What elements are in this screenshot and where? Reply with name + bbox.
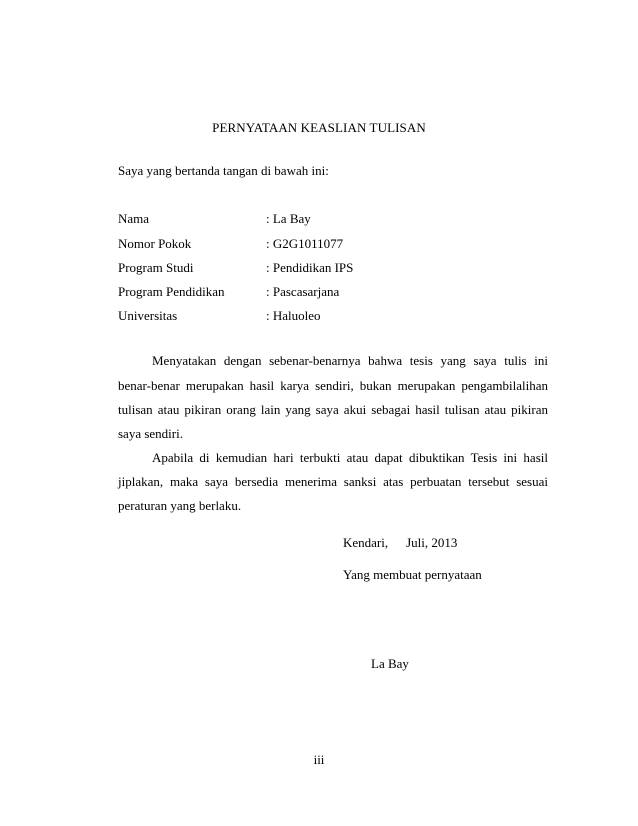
identity-row-study-program	[118, 260, 518, 278]
document-title: PERNYATAAN KEASLIAN TULISAN	[212, 120, 426, 135]
signature-maker: Yang membuat pernyataan	[343, 567, 482, 582]
page-number: iii	[313, 752, 325, 767]
signature-place-date	[343, 535, 457, 551]
identity-row-student-number	[118, 236, 518, 254]
identity-row-university	[118, 308, 518, 326]
identity-row-education-program	[118, 284, 518, 302]
identity-label: Nama	[118, 211, 150, 226]
identity-row-name	[118, 211, 518, 229]
paragraph-line: tulisan atau pikiran orang lain yang saya akui sebagai hasil tulisan atau pikiran	[118, 402, 548, 417]
signature-place: Kendari,	[343, 535, 389, 550]
paragraph-line: Menyatakan dengan sebenar-benarnya bahwa tesis yang saya tulis ini	[152, 353, 548, 368]
identity-label: Nomor Pokok	[118, 236, 192, 251]
signature-name: La Bay	[371, 656, 409, 671]
identity-value: : La Bay	[266, 211, 311, 226]
identity-value: : Pendidikan IPS	[266, 260, 354, 275]
identity-label: Universitas	[118, 308, 178, 323]
paragraph-line: saya sendiri.	[118, 426, 183, 441]
paragraph-line: benar-benar merupakan hasil karya sendiri, bukan merupakan pengambilalihan	[118, 378, 548, 393]
identity-label: Program Studi	[118, 260, 194, 275]
identity-value: : G2G1011077	[266, 236, 344, 251]
identity-label: Program Pendidikan	[118, 284, 225, 299]
intro-text: Saya yang bertanda tangan di bawah ini:	[118, 163, 329, 178]
paragraph-line: Apabila di kemudian hari terbukti atau dapat dibuktikan Tesis ini hasil	[152, 450, 548, 465]
paragraph-line: peraturan yang berlaku.	[118, 498, 242, 513]
paragraph-line: jiplakan, maka saya bersedia menerima sanksi atas perbuatan tersebut sesuai	[118, 474, 548, 489]
signature-date: Juli, 2013	[406, 535, 458, 550]
identity-value: : Haluoleo	[266, 308, 321, 323]
identity-value: : Pascasarjana	[266, 284, 340, 299]
